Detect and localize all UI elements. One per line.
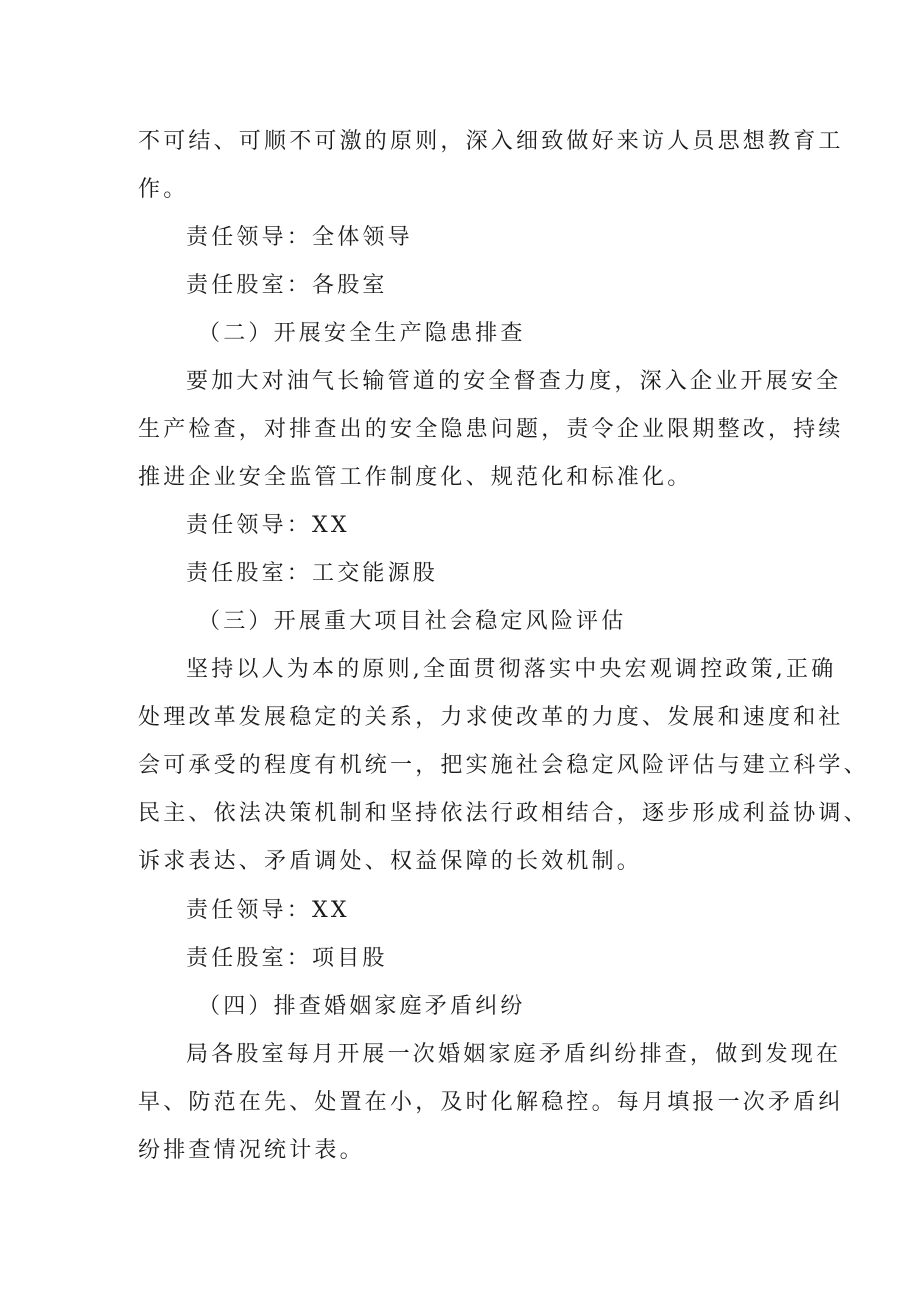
- section3-heading: （三）开展重大项目社会稳定风险评估: [198, 609, 627, 634]
- section2-body-line-3: 推进企业安全监管工作制度化、规范化和标准化。: [138, 465, 693, 490]
- section4-heading: （四）排查婚姻家庭矛盾纠纷: [198, 994, 526, 1019]
- section4-body-line-2: 早、防范在先、处置在小，及时化解稳控。每月填报一次矛盾纠: [138, 1090, 844, 1115]
- section2-responsible-leader: 责任领导：XX: [186, 513, 350, 538]
- section1-responsible-leader: 责任领导：全体领导: [186, 225, 413, 250]
- section3-responsible-office: 责任股室：项目股: [186, 946, 388, 971]
- section4-body-line-1: 局各股室每月开展一次婚姻家庭矛盾纠纷排查，做到发现在: [186, 1042, 842, 1067]
- section3-body-line-5: 诉求表达、矛盾调处、权益保障的长效机制。: [138, 849, 643, 874]
- section2-body-line-2: 生产检查，对排查出的安全隐患问题，责令企业限期整改，持续: [138, 417, 844, 442]
- section2-responsible-office: 责任股室：工交能源股: [186, 561, 439, 586]
- intro-line-1: 不可结、可顺不可激的原则，深入细致做好来访人员思想教育工: [138, 129, 844, 154]
- section3-responsible-leader: 责任领导：XX: [186, 898, 350, 923]
- section3-body-line-1: 坚持以人为本的原则,全面贯彻落实中央宏观调控政策,正确: [186, 657, 837, 682]
- section3-body-line-4: 民主、依法决策机制和坚持依法行政相结合，逐步形成利益协调、: [138, 801, 869, 826]
- section3-body-line-2: 处理改革发展稳定的关系，力求使改革的力度、发展和速度和社: [138, 705, 844, 730]
- section3-body-line-3: 会可承受的程度有机统一，把实施社会稳定风险评估与建立科学、: [138, 753, 869, 778]
- intro-line-2: 作。: [138, 177, 189, 202]
- section2-heading: （二）开展安全生产隐患排查: [198, 321, 526, 346]
- section2-body-line-1: 要加大对油气长输管道的安全督查力度，深入企业开展安全: [186, 369, 842, 394]
- section1-responsible-office: 责任股室：各股室: [186, 273, 388, 298]
- section4-body-line-3: 纷排查情况统计表。: [138, 1138, 365, 1163]
